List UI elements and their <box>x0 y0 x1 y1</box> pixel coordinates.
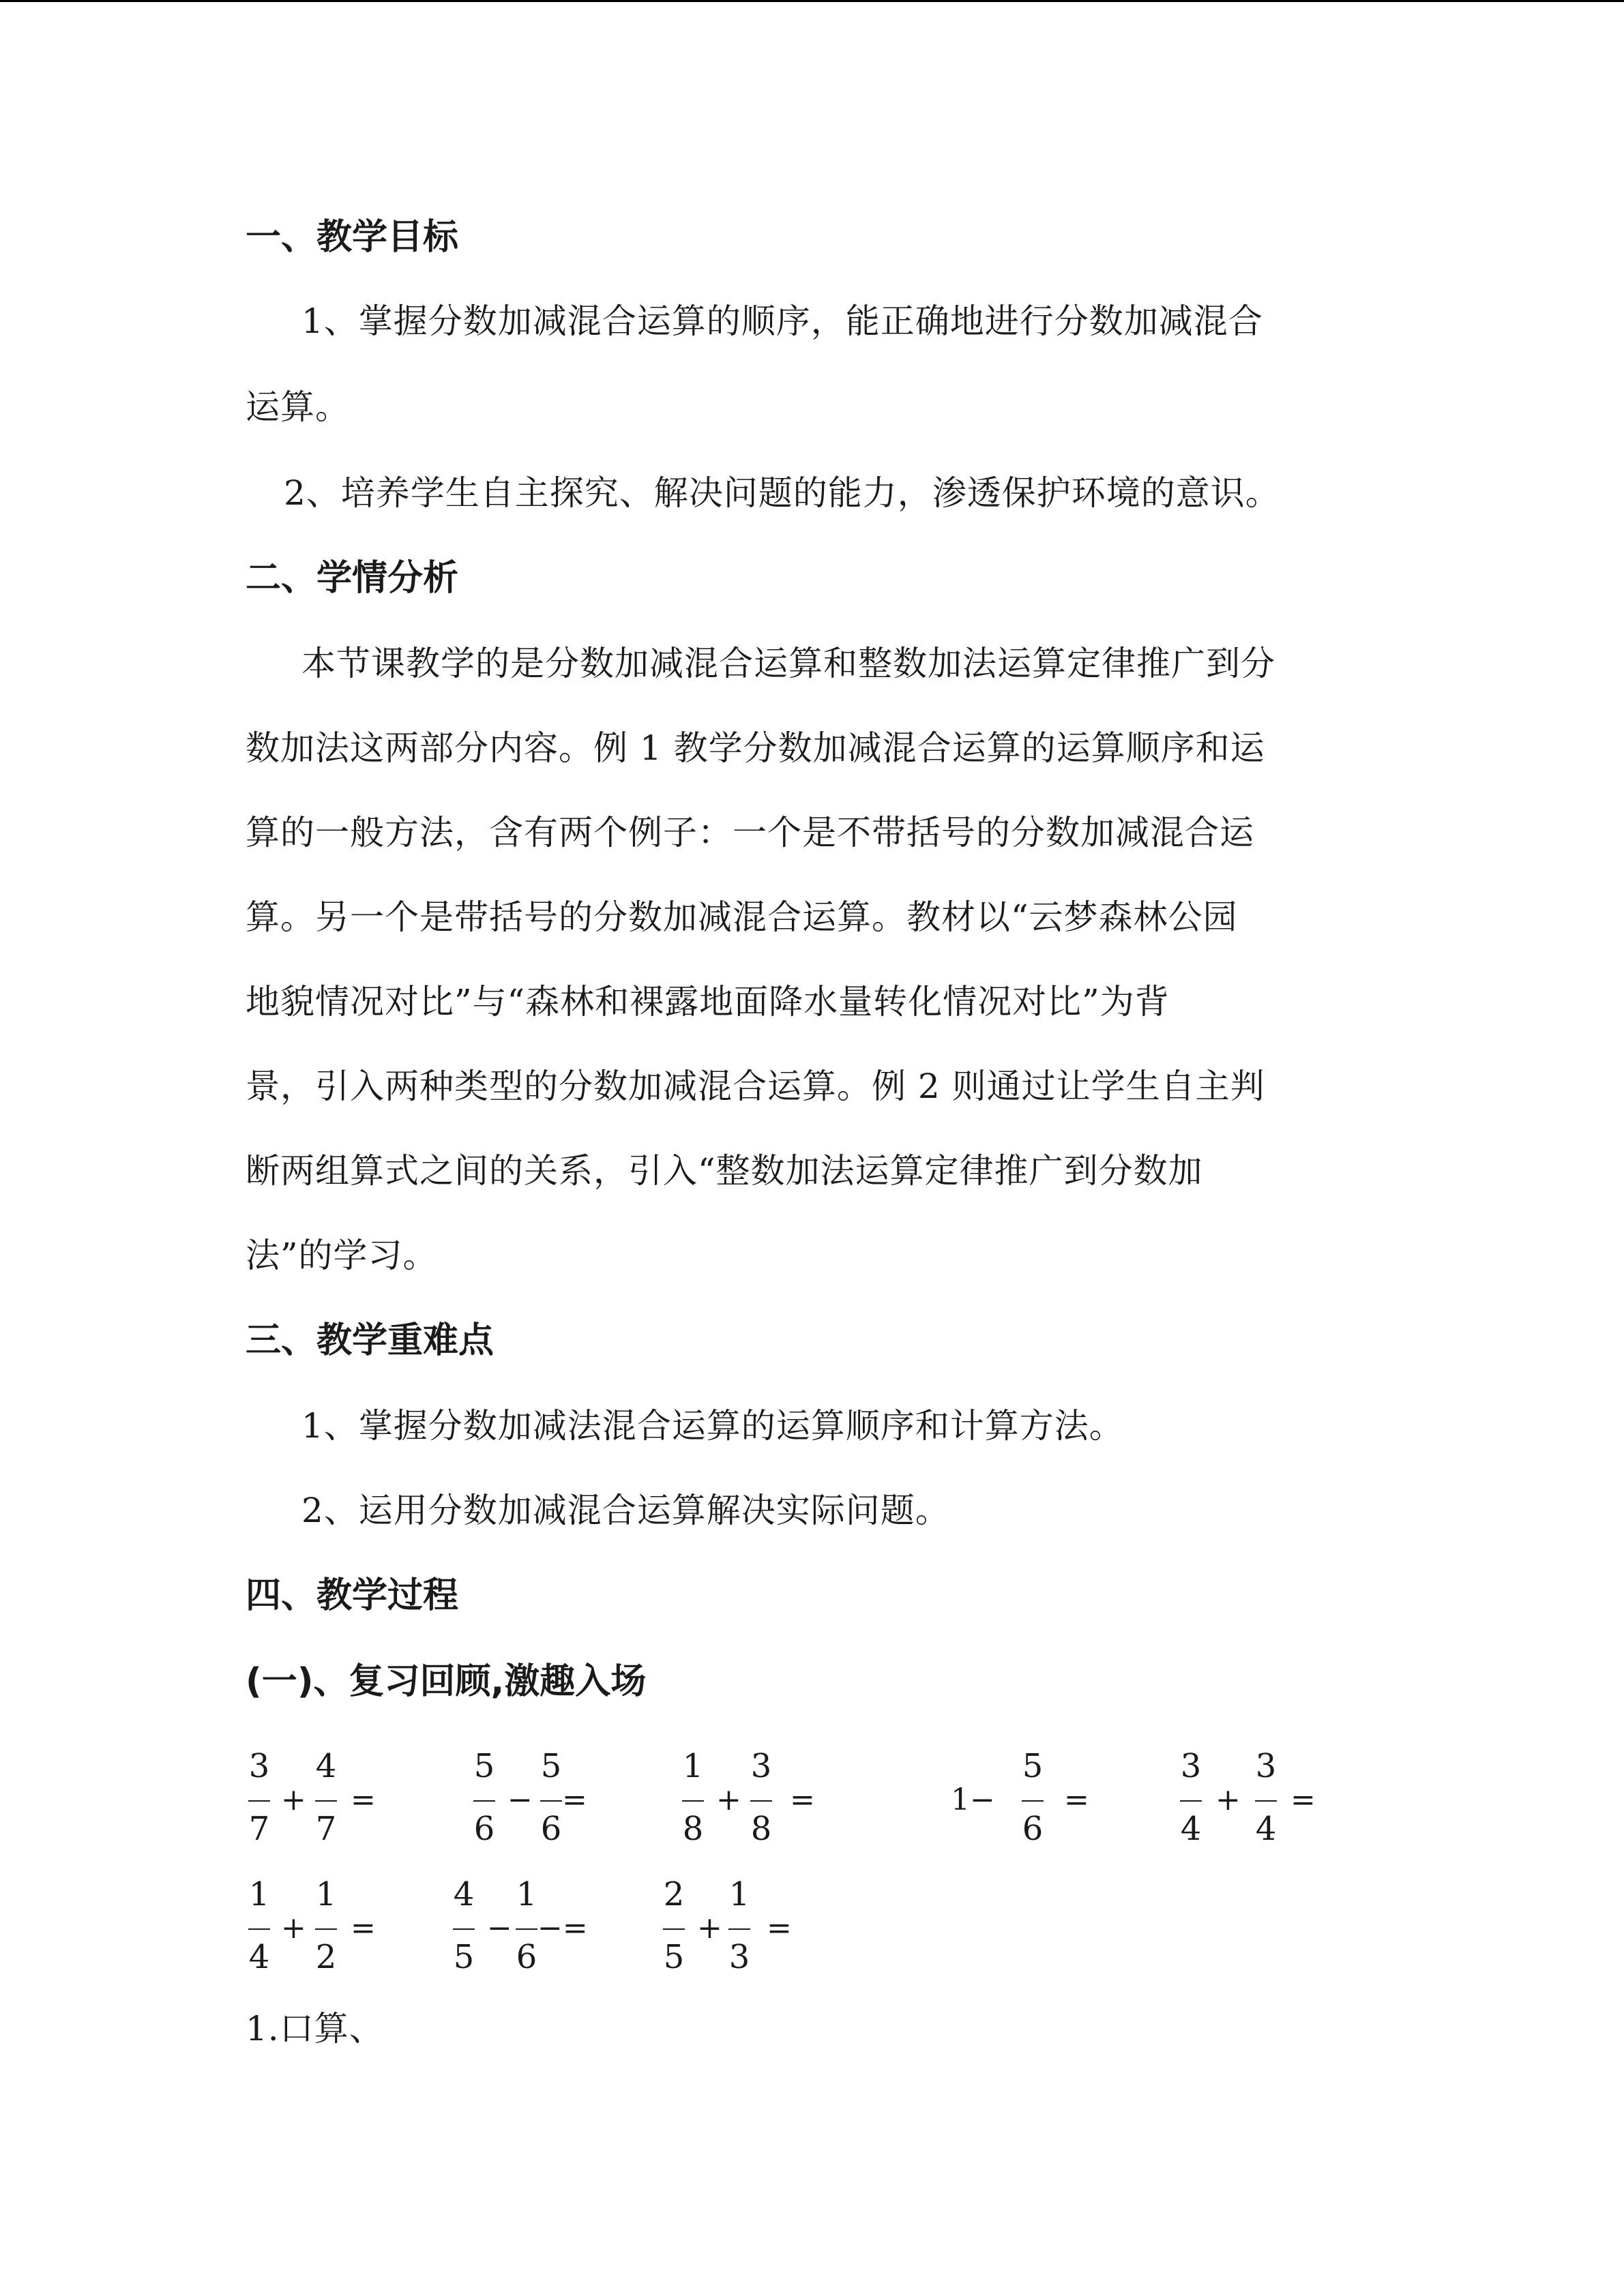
fraction: 4 5 <box>453 1875 475 1976</box>
analysis-line-6: 景，引入两种类型的分数加减混合运算。例 2 则通过让学生自主判 <box>246 1067 1265 1106</box>
fraction: 3 4 <box>1180 1747 1202 1848</box>
subsection-heading-review: (一)、复习回顾,激趣入场 <box>246 1661 647 1702</box>
analysis-line-7: 断两组算式之间的关系，引入“整数加法运算定律推广到分数加 <box>246 1151 1203 1191</box>
fraction: 5 6 <box>1022 1747 1044 1848</box>
fraction: 3 4 <box>1255 1747 1277 1848</box>
fraction: 5 6 <box>540 1747 562 1848</box>
top-border <box>0 0 1624 2</box>
exercise-row-1: 3 7 + 4 7 = 5 6 − 5 6 = 1 8 + 3 8 = 1− 5 6 = 3 4 + 3 4 = <box>246 1746 1378 1855</box>
fraction: 1 6 <box>516 1875 537 1976</box>
fraction: 2 5 <box>663 1875 685 1976</box>
analysis-line-1: 本节课教学的是分数加减混合运算和整数加法运算定律推广到分 <box>301 644 1275 683</box>
fraction: 1 4 <box>248 1875 270 1976</box>
section-heading-key-points: 三、教学重难点 <box>246 1320 494 1361</box>
fraction: 3 8 <box>750 1747 772 1848</box>
key-point-2: 2、运用分数加减混合运算解决实际问题。 <box>301 1491 950 1530</box>
fraction: 3 7 <box>248 1747 270 1848</box>
mental-math-item: 1.口算、 <box>246 2009 384 2048</box>
analysis-line-2: 数加法这两部分内容。例 1 教学分数加减混合运算的运算顺序和运 <box>246 728 1265 768</box>
analysis-line-8: 法”的学习。 <box>246 1236 438 1275</box>
section-heading-objectives: 一、教学目标 <box>246 217 459 258</box>
objective-1-line-1: 1、掌握分数加减混合运算的顺序，能正确地进行分数加减混合 <box>301 301 1263 341</box>
analysis-line-4: 算。另一个是带括号的分数加减混合运算。教材以“云梦森林公园 <box>246 897 1238 937</box>
section-heading-process: 四、教学过程 <box>246 1575 459 1616</box>
objective-1-line-2: 运算。 <box>246 387 350 427</box>
key-point-1: 1、掌握分数加减法混合运算的运算顺序和计算方法。 <box>301 1406 1124 1446</box>
fraction: 1 8 <box>682 1747 704 1848</box>
section-heading-analysis: 二、学情分析 <box>246 558 459 599</box>
objective-2: 2、培养学生自主探究、解决问题的能力，渗透保护环境的意识。 <box>284 473 1280 513</box>
analysis-line-5: 地貌情况对比”与“森林和裸露地面降水量转化情况对比”为背 <box>246 982 1170 1022</box>
fraction: 5 6 <box>473 1747 495 1848</box>
fraction: 1 3 <box>728 1875 750 1976</box>
fraction: 1 2 <box>315 1875 337 1976</box>
exercise-row-2: 1 4 + 1 2 = 4 5 − 1 6 −= 2 5 + 1 3 = <box>246 1874 1378 1983</box>
fraction: 4 7 <box>315 1747 337 1848</box>
analysis-line-3: 算的一般方法，含有两个例子：一个是不带括号的分数加减混合运 <box>246 813 1254 852</box>
